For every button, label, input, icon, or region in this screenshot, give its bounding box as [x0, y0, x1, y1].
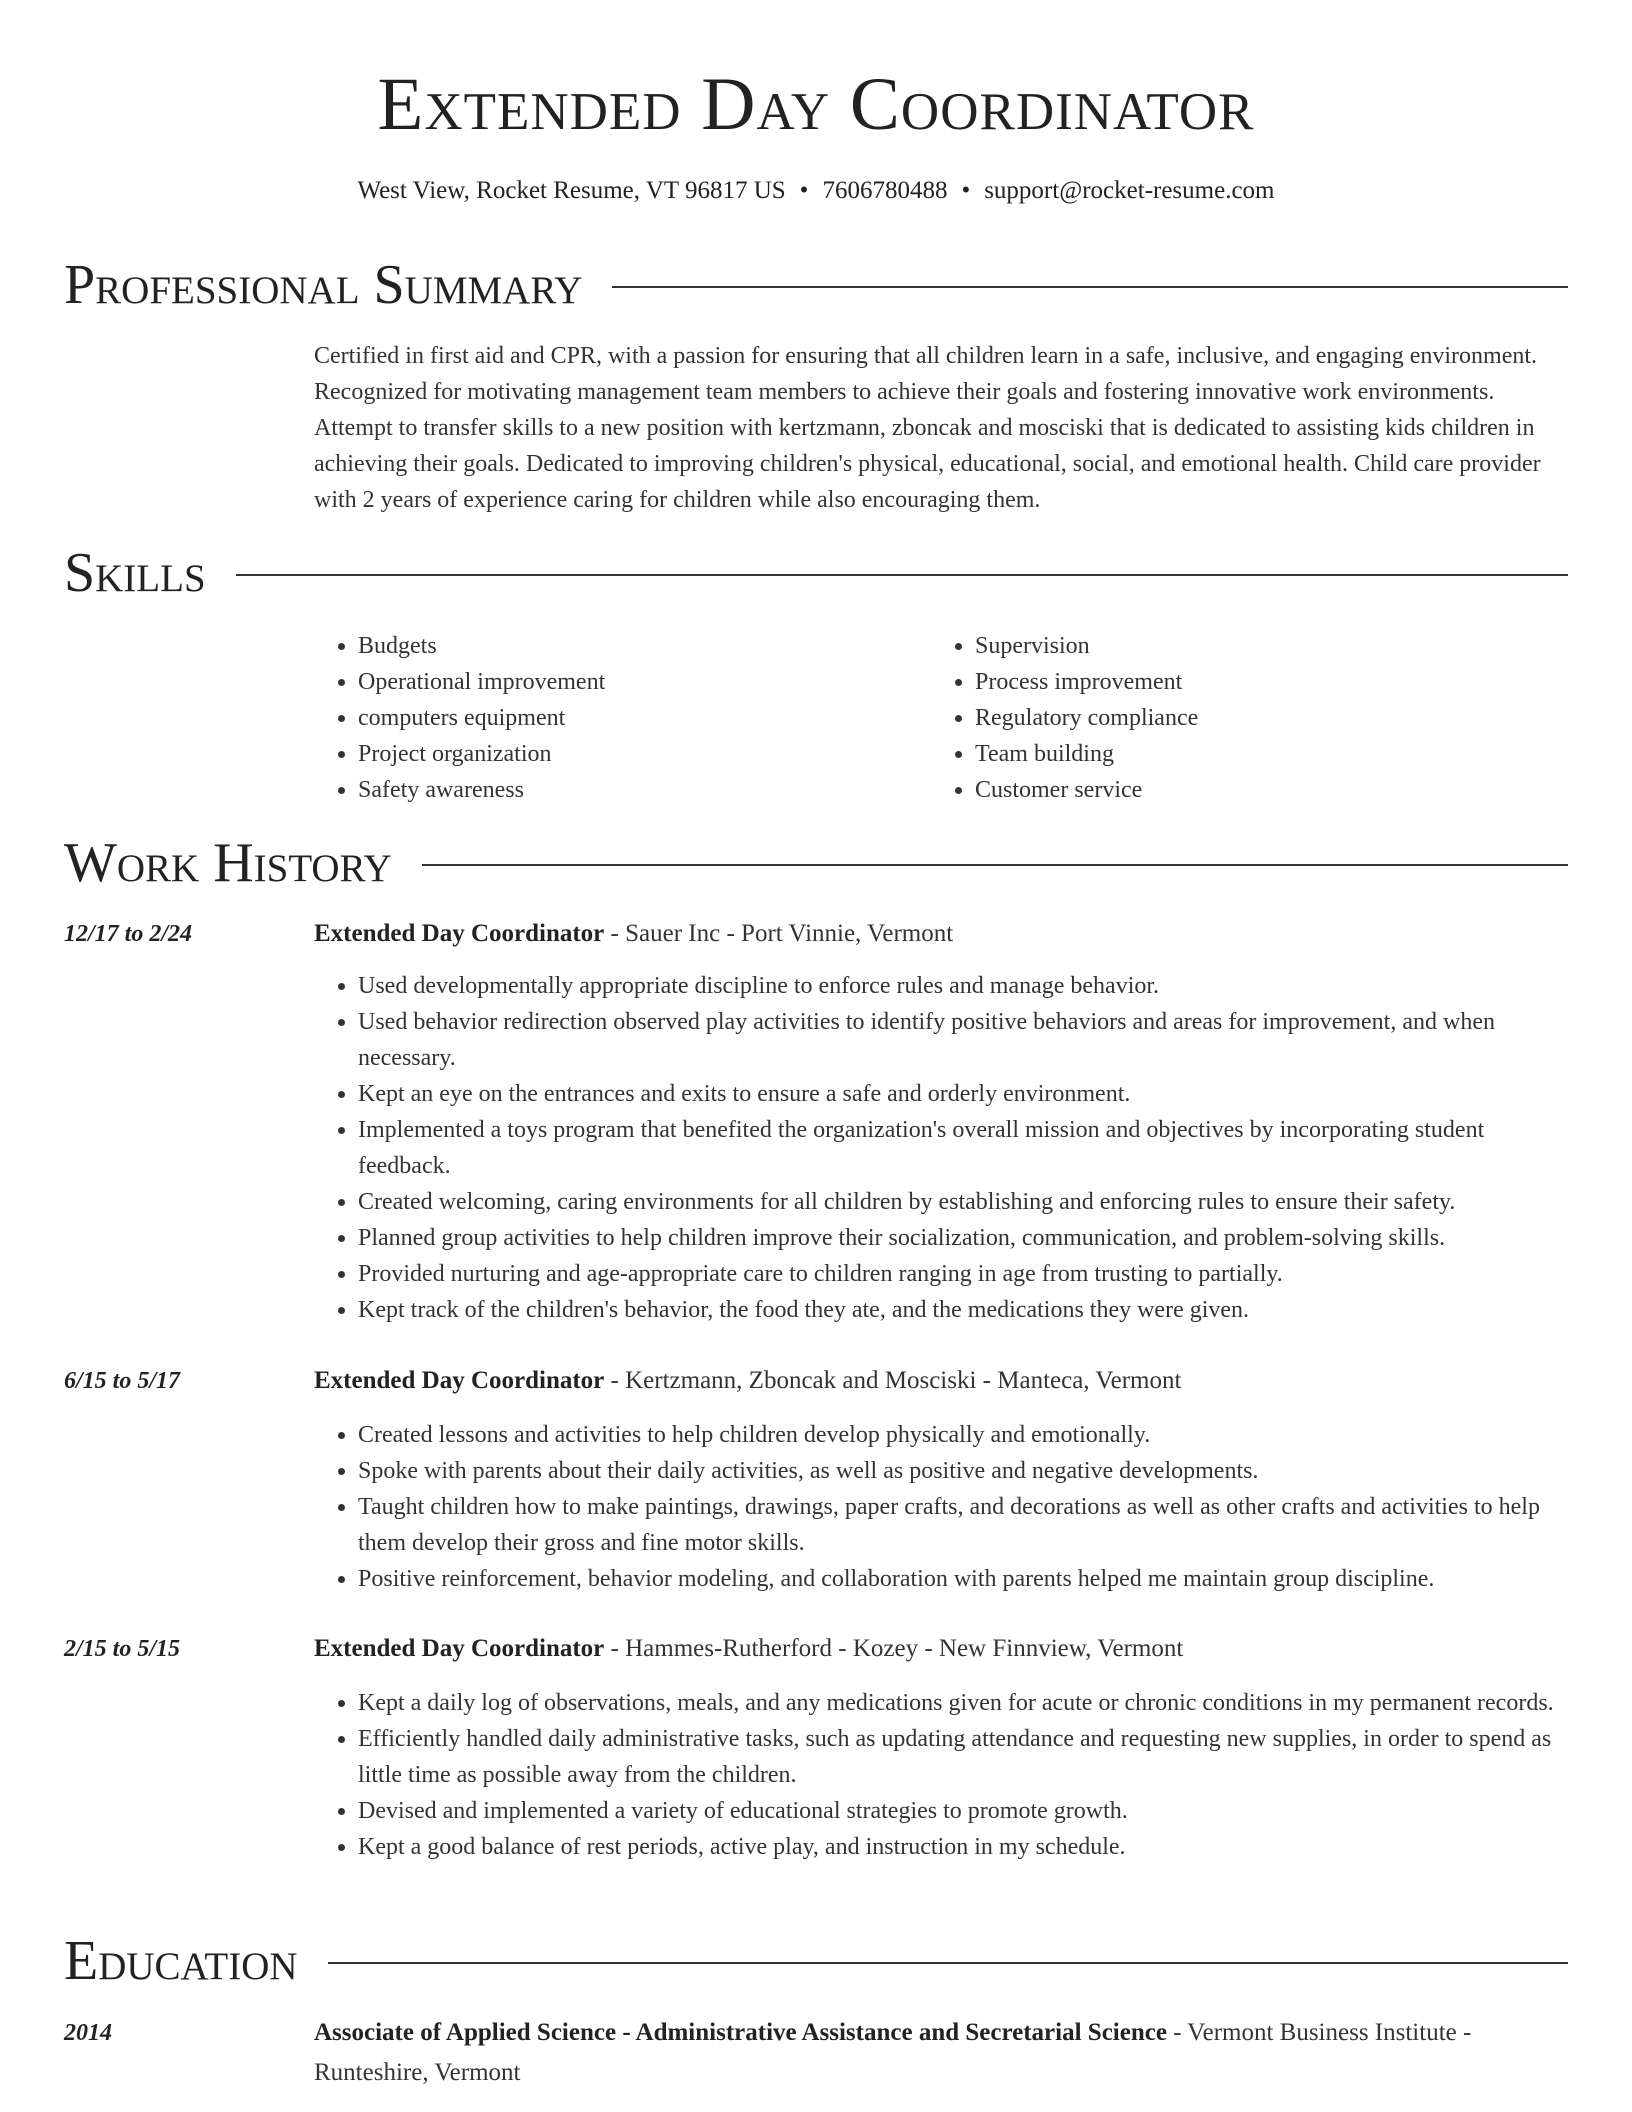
summary-text: Certified in first aid and CPR, with a passion for ensuring that all children learn in a safe, inclusive, and engaging environment. Recognized for motivating management team members to achieve their goals and fostering innovative work environments. Attempt to transfer skills to a new position with kertzmann, zboncak and mosciski that is dedicated to assisting kids children in achieving their goals. Dedicated to improving children's physical, educational, social, and emotional health. Child care provider with 2 years of experience caring for children while also encouraging them.	[314, 343, 1541, 513]
job-employer: - Sauer Inc - Port Vinnie, Vermont	[604, 920, 954, 947]
section-rule	[236, 574, 1568, 576]
contact-separator: •	[799, 177, 809, 204]
education-degree: Associate of Applied Science - Administrative Assistance and Secretarial Science	[314, 2019, 1167, 2046]
job-duties	[314, 968, 1568, 1328]
address: West View, Rocket Resume, VT 96817 US	[357, 177, 786, 204]
education-degree-line	[314, 2013, 1568, 2093]
skill-item: • Safety awareness	[358, 772, 931, 808]
job-title: Extended Day Coordinator	[314, 1367, 605, 1394]
duty-item: • Positive reinforcement, behavior modeling, and collaboration with parents helped me maintain group discipline.	[358, 1561, 1568, 1597]
job-title-line	[314, 1631, 1568, 1667]
duty-item: • Kept a good balance of rest periods, active play, and instruction in my schedule.	[358, 1829, 1568, 1865]
duty-item: • Kept track of the children's behavior, the food they ate, and the medications they were given.	[358, 1292, 1568, 1328]
job-duties	[314, 1417, 1568, 1597]
section-title-education: Education	[64, 1930, 298, 1992]
job-title-line	[314, 916, 1568, 952]
skill-item: • Regulatory compliance	[975, 700, 1548, 736]
section-rule	[612, 286, 1568, 288]
contact-line	[0, 174, 1632, 208]
contact-separator: •	[961, 177, 971, 204]
job-title: Extended Day Coordinator	[314, 920, 605, 947]
education-date: 2014	[64, 2020, 112, 2046]
duty-item: • Used developmentally appropriate discipline to enforce rules and manage behavior.	[358, 968, 1568, 1004]
job-employer: - Kertzmann, Zboncak and Mosciski - Manteca, Vermont	[604, 1367, 1182, 1394]
section-rule	[328, 1962, 1568, 1964]
section-title-summary: Professional Summary	[64, 254, 583, 316]
section-summary-header	[64, 250, 1568, 320]
job-employer: - Hammes-Rutherford - Kozey - New Finnview, Vermont	[604, 1635, 1184, 1662]
skill-item: • Customer service	[975, 772, 1548, 808]
section-skills-header	[64, 538, 1568, 608]
duty-item: • Implemented a toys program that benefited the organization's overall mission and objectives by incorporating student feedback.	[358, 1112, 1568, 1184]
duty-item: • Created lessons and activities to help children develop physically and emotionally.	[358, 1417, 1568, 1453]
email: support@rocket-resume.com	[984, 177, 1275, 204]
skill-item: • Operational improvement	[358, 664, 931, 700]
candidate-name: Extended Day Coordinator	[377, 63, 1255, 146]
duty-item: • Planned group activities to help children improve their socialization, communication, and problem-solving skills.	[358, 1220, 1568, 1256]
job-dates: 6/15 to 5/17	[64, 1368, 181, 1394]
section-rule	[422, 864, 1568, 866]
section-title-work: Work History	[64, 832, 392, 894]
duty-item: • Efficiently handled daily administrative tasks, such as updating attendance and requesting new supplies, in order to spend as little time as possible away from the children.	[358, 1721, 1568, 1793]
skill-item: • Team building	[975, 736, 1548, 772]
skill-item: • Budgets	[358, 628, 931, 664]
duty-item: • Kept a daily log of observations, meals, and any medications given for acute or chronic conditions in my permanent records.	[358, 1685, 1568, 1721]
skills-column-right	[931, 628, 1548, 808]
job-duties	[314, 1685, 1568, 1865]
duty-item: • Used behavior redirection observed play activities to identify positive behaviors and areas for improvement, and when necessary.	[358, 1004, 1568, 1076]
education-school: - Vermont Business Institute - Runteshire, Vermont	[314, 2019, 1472, 2086]
skill-item: • Supervision	[975, 628, 1548, 664]
phone: 7606780488	[822, 177, 948, 204]
job-title: Extended Day Coordinator	[314, 1635, 605, 1662]
section-work-header	[64, 828, 1568, 898]
duty-item: • Taught children how to make paintings, drawings, paper crafts, and decorations as well as other crafts and activities to help them develop their gross and fine motor skills.	[358, 1489, 1568, 1561]
skills-list	[314, 628, 1568, 808]
section-education-header	[64, 1926, 1568, 1996]
duty-item: • Created welcoming, caring environments for all children by establishing and enforcing rules to ensure their safety.	[358, 1184, 1568, 1220]
job-dates: 2/15 to 5/15	[64, 1636, 181, 1662]
skill-item: • Project organization	[358, 736, 931, 772]
duty-item: • Spoke with parents about their daily activities, as well as positive and negative developments.	[358, 1453, 1568, 1489]
job-dates: 12/17 to 2/24	[64, 921, 193, 947]
job-title-line	[314, 1363, 1568, 1399]
skill-item: • computers equipment	[358, 700, 931, 736]
duty-item: • Provided nurturing and age-appropriate care to children ranging in age from trusting to partially.	[358, 1256, 1568, 1292]
skill-item: • Process improvement	[975, 664, 1548, 700]
section-title-skills: Skills	[64, 542, 206, 604]
duty-item: • Devised and implemented a variety of educational strategies to promote growth.	[358, 1793, 1568, 1829]
duty-item: • Kept an eye on the entrances and exits to ensure a safe and orderly environment.	[358, 1076, 1568, 1112]
skills-column-left	[314, 628, 931, 808]
